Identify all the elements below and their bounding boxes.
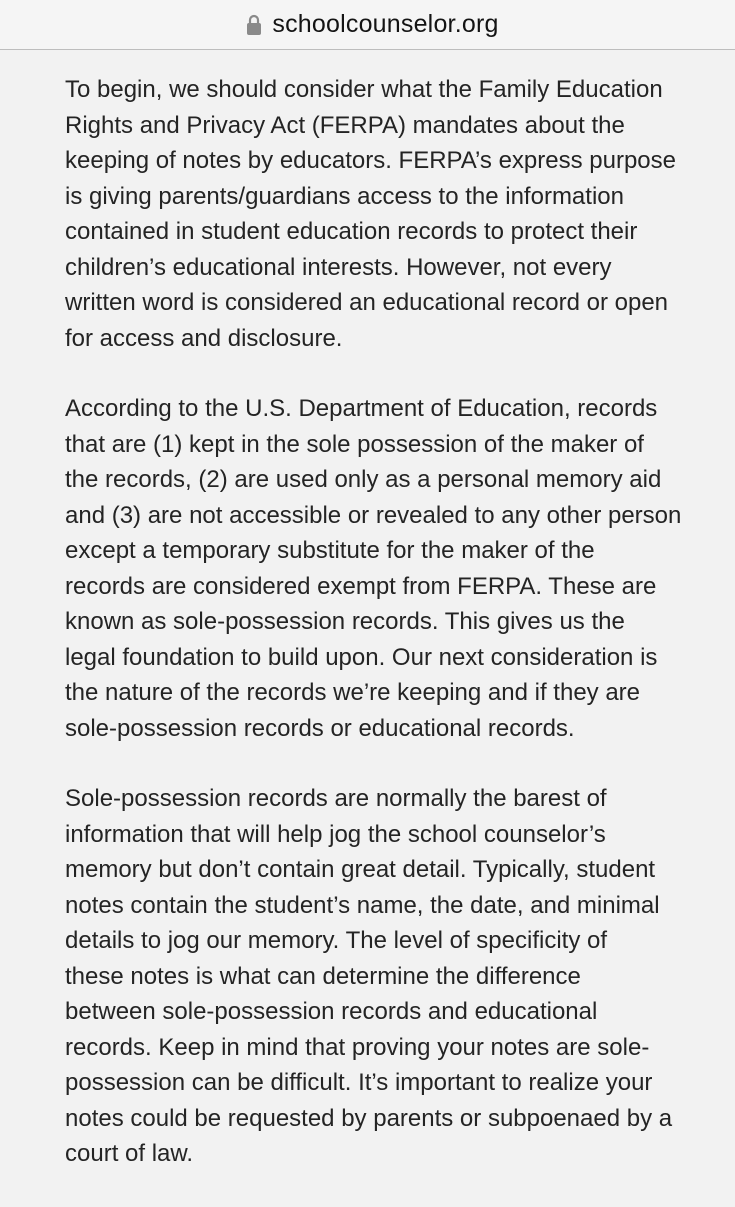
text-line: contained in student education records to protect their bbox=[65, 218, 638, 245]
text-line: records are considered exempt from FERPA. These are bbox=[65, 572, 657, 600]
text-line: information that will help jog the school counselor’s bbox=[65, 820, 606, 848]
text-line: the nature of the records we’re keeping and if they are bbox=[65, 679, 641, 706]
text-line: legal foundation to build upon. Our next consideration is bbox=[65, 643, 658, 671]
paragraph-sole-possession-details bbox=[65, 781, 705, 1172]
text-line: According to the U.S. Department of Education, records bbox=[65, 395, 658, 422]
text-line: Rights and Privacy Act (FERPA) mandates about the bbox=[65, 111, 625, 139]
text-line: and (3) are not accessible or revealed to any other person bbox=[65, 501, 682, 529]
text-line: notes could be requested by parents or subpoenaed by a bbox=[65, 1104, 673, 1132]
text-line: between sole-possession records and educational bbox=[65, 998, 598, 1025]
paragraph-sole-possession-definition bbox=[65, 391, 705, 746]
text-line: written word is considered an educational record or open bbox=[65, 289, 669, 316]
text-line: Sole-possession records are normally the barest of bbox=[65, 785, 607, 812]
paragraph-ferpa-intro bbox=[65, 72, 705, 356]
text-line: memory but don’t contain great detail. Typically, student bbox=[65, 856, 656, 883]
article-body bbox=[65, 72, 705, 1207]
url-text[interactable]: schoolcounselor.org bbox=[272, 10, 499, 38]
text-line: keeping of notes by educators. FERPA’s express purpose bbox=[65, 147, 677, 174]
text-line: for access and disclosure. bbox=[65, 324, 343, 352]
text-line: is giving parents/guardians access to the information bbox=[65, 182, 624, 210]
address-bar[interactable] bbox=[0, 0, 735, 50]
text-line: notes contain the student’s name, the date, and minimal bbox=[65, 891, 660, 919]
text-line: known as sole-possession records. This gives us the bbox=[65, 608, 625, 635]
text-line: To begin, we should consider what the Family Education bbox=[65, 76, 663, 103]
text-line: possession can be difficult. It’s important to realize your bbox=[65, 1069, 653, 1096]
text-line: sole-possession records or educational records. bbox=[65, 714, 575, 742]
text-line: except a temporary substitute for the maker of the bbox=[65, 537, 595, 564]
text-line: the records, (2) are used only as a personal memory aid bbox=[65, 466, 662, 493]
text-line: records. Keep in mind that proving your notes are sole- bbox=[65, 1033, 650, 1061]
lock-icon bbox=[246, 14, 262, 36]
text-line: court of law. bbox=[65, 1140, 194, 1167]
address-bar-contents[interactable] bbox=[246, 10, 498, 39]
text-line: details to jog our memory. The level of specificity of bbox=[65, 927, 608, 954]
text-line: children’s educational interests. However, not every bbox=[65, 253, 612, 281]
text-line: that are (1) kept in the sole possession of the maker of bbox=[65, 430, 644, 458]
text-line: these notes is what can determine the difference bbox=[65, 962, 581, 990]
